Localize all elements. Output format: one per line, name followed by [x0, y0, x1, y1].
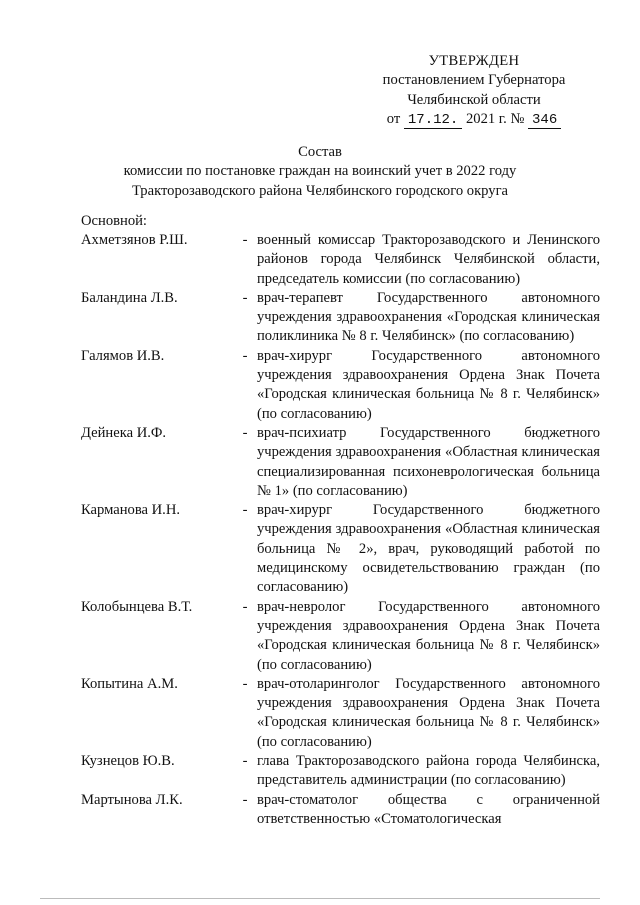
member-dash: - [242, 347, 248, 364]
list-item [81, 675, 600, 752]
member-name: Мартынова Л.К. [81, 791, 183, 808]
date-prefix: от [386, 110, 401, 127]
member-name: Кузнецов Ю.В. [81, 753, 175, 770]
member-dash: - [242, 598, 248, 615]
title-line-3: Тракторозаводского района Челябинского городского округа [131, 182, 509, 199]
member-dash: - [242, 791, 248, 808]
date-year: 2021 г. № [465, 110, 525, 127]
approval-block [364, 52, 584, 129]
member-role: врач-отоларинголог Государственного автономного учреждения здравоохранения Ордена Знак Почета «Городская клиническая больница № 8 г. Челябинск» (по согласованию) [257, 675, 600, 750]
list-item [81, 598, 600, 675]
decree-number: 346 [528, 112, 561, 129]
list-item [81, 289, 600, 347]
title-line-2: комиссии по постановке граждан на воинский учет в 2022 году [123, 163, 517, 180]
member-name: Копытина А.М. [81, 675, 178, 692]
member-role: врач-хирург Государственного автономного учреждения здравоохранения Ордена Знак Почета «Городская клиническая больница № 8 г. Челябинск» (по согласованию) [257, 347, 600, 422]
list-item [81, 501, 600, 597]
date-value: 17.12. [404, 112, 462, 129]
member-role: врач-психиатр Государственного бюджетного учреждения здравоохранения «Областная клиническая специализированная психоневрологическая больница № 1» (по согласованию) [257, 424, 600, 499]
approval-line-region: Челябинской области [407, 91, 541, 108]
member-dash: - [242, 753, 248, 770]
member-name: Ахметзянов Р.Ш. [81, 232, 188, 248]
approval-heading: УТВЕРЖДЕН [428, 53, 520, 69]
member-role: военный комиссар Тракторозаводского и Ленинского районов города Челябинск Челябинской области, председатель комиссии (по согласованию) [257, 232, 600, 287]
member-role: глава Тракторозаводского района города Челябинска, представитель администрации (по согласованию) [257, 753, 600, 789]
member-role: врач-невролог Государственного автономного учреждения здравоохранения Ордена Знак Почета «Городская клиническая больница № 8 г. Челябинск» (по согласованию) [257, 598, 600, 673]
member-dash: - [242, 289, 248, 306]
member-name: Баландина Л.В. [81, 289, 178, 306]
member-dash: - [242, 675, 248, 692]
title-line-1: Состав [298, 144, 342, 160]
list-item [81, 752, 600, 791]
section-label: Основной: [81, 213, 147, 229]
member-dash: - [242, 424, 248, 441]
member-name: Галямов И.В. [81, 347, 165, 364]
list-item [81, 231, 600, 289]
member-dash: - [242, 502, 248, 519]
list-item [81, 791, 600, 830]
list-item [81, 347, 600, 424]
member-dash: - [242, 232, 248, 248]
page-bottom-divider [40, 898, 600, 899]
member-role: врач-стоматолог общества с ограниченной ответственностью «Стоматологическая [257, 791, 600, 827]
list-item [81, 424, 600, 501]
document-title [0, 143, 640, 201]
approval-line-decree: постановлением Губернатора [382, 72, 566, 89]
members-list [81, 231, 600, 829]
member-name: Карманова И.Н. [81, 502, 181, 519]
member-name: Дейнека И.Ф. [81, 424, 167, 441]
member-role: врач-терапевт Государственного автономного учреждения здравоохранения «Городская клиническая поликлиника № 8 г. Челябинск» (по согласованию) [257, 289, 600, 345]
member-name: Колобынцева В.Т. [81, 598, 193, 615]
approval-date-line [364, 110, 584, 129]
member-role: врач-хирург Государственного бюджетного учреждения здравоохранения «Областная клиническая больница № 2», врач, руководящий работой по медицинскому освидетельствованию граждан (по согласованию) [257, 502, 600, 596]
